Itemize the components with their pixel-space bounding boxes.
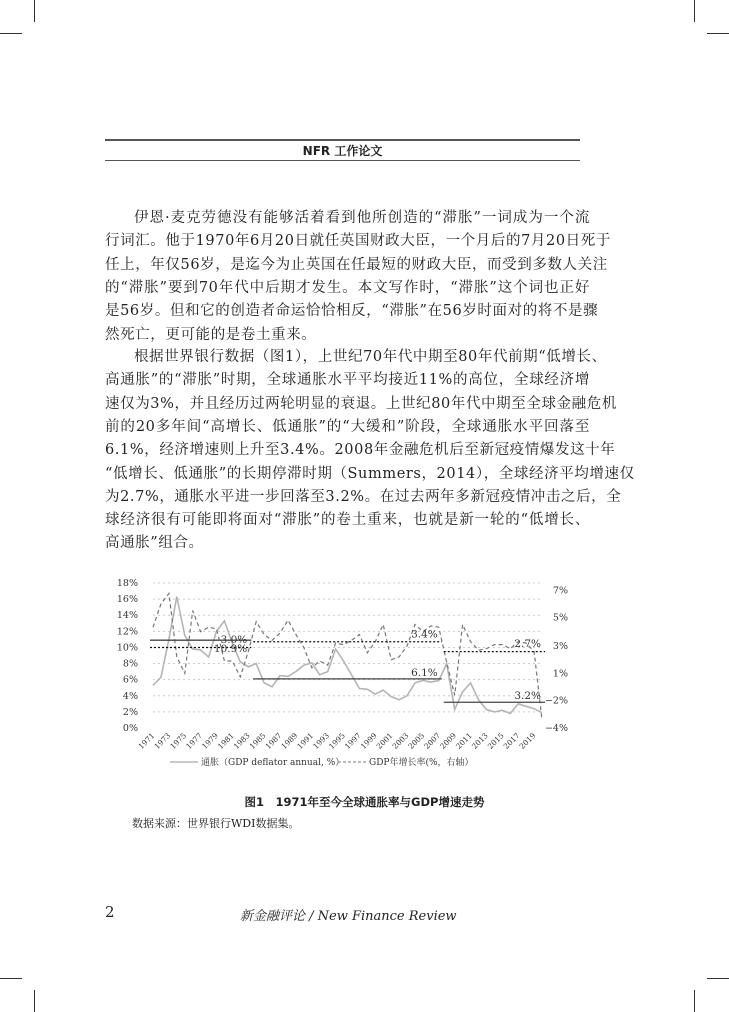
inflation-gdp-chart bbox=[110, 570, 580, 780]
x-tick-label: 2005 bbox=[406, 731, 427, 751]
inflation-average-label: 6.1% bbox=[411, 666, 438, 679]
gdp-line bbox=[153, 593, 542, 719]
x-tick-label: 2001 bbox=[374, 731, 395, 751]
x-tick-label: 1993 bbox=[311, 731, 332, 751]
crop-mark bbox=[694, 0, 695, 22]
x-tick-label: 2013 bbox=[469, 731, 490, 751]
crop-mark bbox=[34, 990, 35, 1012]
text-line: 然死亡，更可能的是卷土重来。 bbox=[105, 326, 317, 343]
x-tick-label: 2015 bbox=[485, 731, 506, 751]
journal-name: 新金融评论 / New Finance Review bbox=[240, 909, 457, 924]
text-line: 行词汇。他于1970年6月20日就任英国财政大臣，一个月后的7月20日死于 bbox=[105, 233, 611, 250]
text-line: 的“滞胀”要到70年代中后期才发生。本文写作时，“滞胀”这个词也正好 bbox=[105, 279, 590, 296]
x-tick-label: 1979 bbox=[200, 731, 220, 751]
figure-caption: 图1 1971年至今全球通胀率与GDP增速走势 bbox=[244, 795, 485, 809]
x-tick-label: 1989 bbox=[279, 731, 300, 751]
text-line: 伊恩·麦克劳德没有能够活着看到他所创造的“滞胀”一词成为一个流 bbox=[134, 210, 590, 226]
right-tick-label: −4% bbox=[544, 723, 568, 734]
x-tick-label: 1983 bbox=[231, 731, 252, 751]
data-source: 数据来源：世界银行WDI数据集。 bbox=[132, 817, 300, 830]
x-tick-label: 1991 bbox=[295, 731, 316, 751]
left-tick-label: 8% bbox=[122, 658, 138, 670]
text-line: 6.1%，经济增速则上升至3.4%。2008年金融危机后至新冠疫情爆发这十年 bbox=[105, 442, 616, 459]
crop-mark bbox=[707, 33, 729, 34]
gdp-average-label: 3.0% bbox=[220, 634, 248, 646]
x-tick-label: 1971 bbox=[136, 731, 157, 751]
x-tick-label: 1977 bbox=[184, 731, 205, 751]
page-number: 2 bbox=[105, 903, 115, 921]
x-tick-label: 2009 bbox=[438, 731, 459, 751]
inflation-average-label: 3.2% bbox=[514, 690, 541, 703]
crop-mark bbox=[694, 990, 695, 1012]
legend-inflation-label: 通胀（GDP deflator annual, %） bbox=[201, 758, 345, 768]
x-tick-label: 2017 bbox=[501, 731, 522, 751]
legend-gdp-label: GDP年增长率(%，右轴） bbox=[369, 758, 474, 768]
left-tick-label: 0% bbox=[122, 723, 138, 734]
left-tick-label: 10% bbox=[116, 642, 138, 654]
text-line: 高通胀”组合。 bbox=[105, 535, 204, 552]
x-tick-label: 1997 bbox=[342, 731, 363, 751]
gdp-average-label: 3.4% bbox=[411, 628, 438, 641]
crop-mark bbox=[34, 0, 35, 22]
crop-mark bbox=[0, 978, 22, 979]
x-tick-label: 2011 bbox=[454, 731, 474, 751]
text-line: “低增长、低通胀”的长期停滞时期（Summers，2014），全球经济平均增速仅 bbox=[105, 465, 635, 482]
crop-mark bbox=[707, 978, 729, 979]
x-tick-label: 2019 bbox=[517, 731, 538, 751]
text-line: 球经济很有可能即将面对“滞胀”的卷土重来，也就是新一轮的“低增长、 bbox=[105, 512, 590, 529]
text-line: 任上，年仅56岁，是迄今为止英国在任最短的财政大臣，而受到多数人关注 bbox=[105, 256, 608, 273]
right-tick-label: −2% bbox=[544, 695, 568, 707]
left-tick-label: 16% bbox=[116, 594, 138, 606]
crop-mark bbox=[0, 33, 22, 34]
x-tick-label: 1985 bbox=[247, 731, 268, 751]
text-line: 高通胀”的“滞胀”时期，全球通胀水平平均接近11%的高位，全球经济增 bbox=[105, 372, 590, 389]
gdp-average-label: 2.7% bbox=[514, 638, 541, 651]
right-tick-label: 5% bbox=[552, 612, 568, 624]
text-line: 根据世界银行数据（图1），上世纪70年代中期至80年代前期“低增长、 bbox=[134, 349, 607, 365]
right-tick-label: 7% bbox=[552, 585, 568, 597]
left-tick-label: 4% bbox=[122, 690, 138, 702]
text-line: 为2.7%，通胀水平进一步回落至3.2%。在过去两年多新冠疫情冲击之后，全 bbox=[105, 488, 622, 505]
left-tick-label: 6% bbox=[122, 674, 138, 686]
text-line: 速仅为3%，并且经历过两轮明显的衰退。上世纪80年代中期至全球金融危机 bbox=[105, 395, 617, 412]
x-tick-label: 1973 bbox=[152, 731, 173, 751]
x-tick-label: 1975 bbox=[168, 731, 189, 751]
left-tick-label: 2% bbox=[122, 706, 138, 718]
x-tick-label: 2003 bbox=[390, 731, 411, 751]
running-header: NFR 工作论文 bbox=[105, 139, 580, 161]
x-tick-label: 1999 bbox=[358, 731, 379, 751]
left-tick-label: 12% bbox=[116, 626, 138, 638]
right-tick-label: 1% bbox=[552, 668, 568, 680]
inflation-average-label: 10.9% bbox=[213, 643, 248, 656]
text-line: 前的20多年间“高增长、低通胀”的“大缓和”阶段，全球通胀水平回落至 bbox=[105, 418, 590, 435]
x-tick-label: 1981 bbox=[215, 731, 236, 751]
x-tick-label: 1995 bbox=[327, 731, 347, 751]
text-line: 是56岁。但和它的创造者命运恰恰相反，“滞胀”在56岁时面对的将不是骤 bbox=[105, 303, 599, 320]
left-tick-label: 14% bbox=[116, 610, 138, 622]
x-tick-label: 1987 bbox=[263, 731, 284, 751]
right-tick-label: 3% bbox=[552, 641, 568, 652]
left-tick-label: 18% bbox=[116, 578, 138, 589]
x-tick-label: 2007 bbox=[422, 731, 443, 751]
